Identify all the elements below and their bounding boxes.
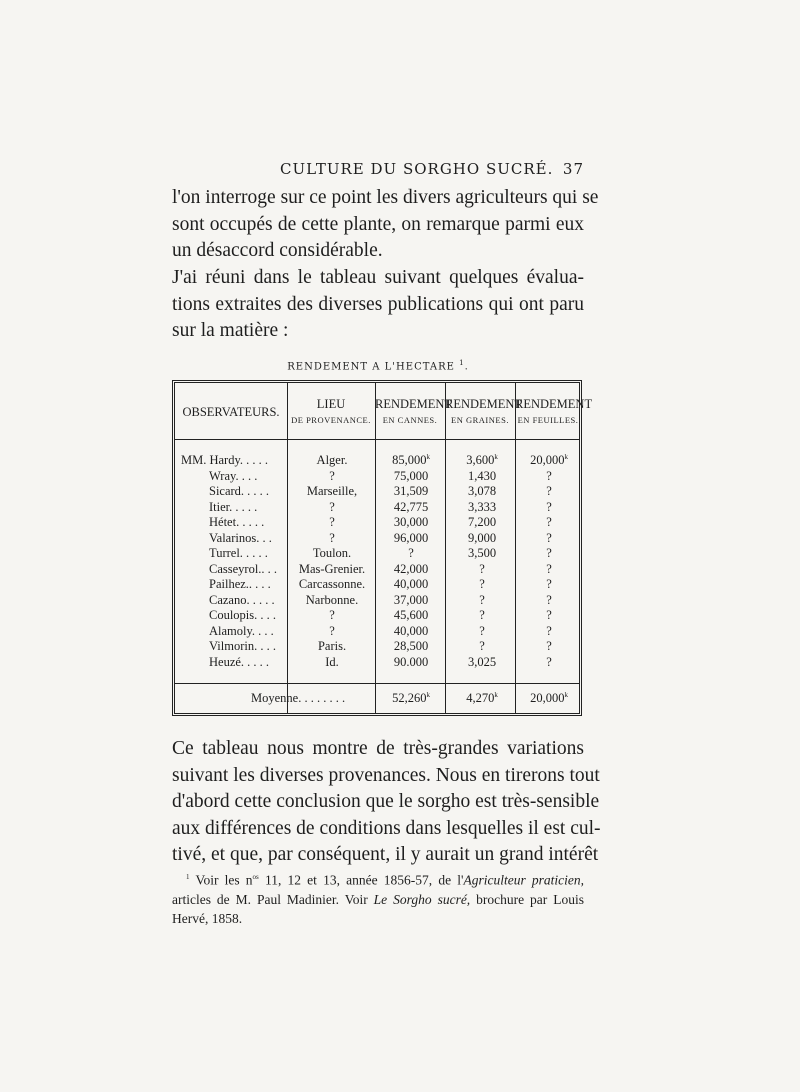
table-row [175, 624, 579, 640]
header-grains [445, 397, 523, 427]
cell-observateur-value: Heuzé. . . . . [209, 654, 270, 669]
cell-cannes-value: 28,500 [393, 639, 429, 654]
cell-observateur-value: MM. Hardy. . . . . [181, 453, 269, 467]
cell-grains [447, 655, 517, 670]
cell-grains [447, 624, 517, 639]
cell-lieu-value: Alger. [316, 453, 348, 467]
cell-grains [447, 484, 517, 499]
cell-lieu-value: Narbonne. [305, 592, 359, 607]
unit-superscript: k [426, 691, 430, 699]
cell-lieu [289, 453, 375, 468]
cell-observateur-value: Sicard. . . . . [209, 484, 270, 498]
cell-observateur [209, 593, 275, 608]
cell-grains [447, 546, 517, 561]
cell-feuilles-value: ? [546, 561, 552, 576]
average-feuilles-value: 20,000 [530, 691, 565, 706]
cell-feuilles-value: ? [546, 592, 552, 607]
text-line: l'on interroge sur ce point les divers agriculteurs qui se [172, 187, 599, 208]
cell-observateur [209, 639, 276, 654]
table-body [175, 453, 579, 670]
table-row [175, 546, 579, 562]
footnote-text: brochure par Louis [470, 891, 584, 907]
cell-observateur [209, 546, 268, 561]
header-grains-bottom: EN GRAINES. [451, 415, 509, 425]
footnote [172, 868, 584, 928]
cell-observateur [209, 531, 272, 546]
cell-cannes [377, 546, 445, 561]
cell-cannes-value: 75,000 [393, 468, 429, 483]
running-head-title: CULTURE DU SORGHO SUCRÉ. [280, 160, 554, 178]
cell-cannes [377, 639, 445, 654]
cell-grains [447, 577, 517, 592]
footnote-line [172, 868, 584, 890]
cell-feuilles-value: ? [546, 654, 552, 669]
cell-cannes-value: 85,000 [392, 453, 427, 468]
header-cannes-top: RENDEMENT [375, 397, 453, 411]
cell-cannes [377, 577, 445, 592]
cell-cannes [377, 453, 445, 468]
cell-observateur [209, 608, 276, 623]
cell-cannes [377, 593, 445, 608]
cell-observateur-value: Coulopis. . . . [209, 608, 277, 622]
unit-superscript: k [494, 453, 498, 461]
table-row [175, 515, 579, 531]
cell-observateur-value: Hétet. . . . . [209, 515, 265, 529]
cell-grains-value: ? [479, 608, 485, 623]
cell-grains-value: 3,333 [467, 499, 497, 514]
cell-observateur-value: Wray. . . . [209, 468, 258, 483]
header-lieu-bottom: DE PROVENANCE. [291, 415, 371, 425]
cell-cannes-value: 31,509 [393, 484, 429, 499]
cell-grains-value: ? [479, 623, 485, 638]
cell-lieu [289, 639, 375, 654]
cell-lieu-value: Carcassonne. [298, 577, 366, 591]
cell-feuilles [519, 608, 579, 623]
cell-observateur [209, 624, 274, 639]
cell-feuilles-value: ? [546, 468, 552, 483]
cell-grains [447, 500, 517, 515]
cell-lieu [289, 531, 375, 546]
table-row [175, 484, 579, 500]
text-line: Ce tableau nous montre de très-grandes variations [172, 738, 584, 759]
cell-observateur [181, 453, 268, 468]
cell-lieu-value: ? [329, 499, 335, 514]
text-line: suivant les diverses provenances. Nous en tirerons tout [172, 764, 600, 786]
cell-observateur [209, 577, 271, 592]
header-feuilles-top: RENDEMENT [515, 397, 593, 411]
cell-grains-value: ? [479, 592, 485, 607]
cell-feuilles-value: ? [546, 623, 552, 638]
cell-lieu-value: Marseille, [306, 484, 358, 498]
cell-feuilles [519, 562, 579, 577]
cell-feuilles-value: ? [546, 484, 552, 499]
cell-lieu [289, 655, 375, 670]
cell-observateur-value: Cazano. . . . . [209, 592, 275, 607]
cell-feuilles [519, 484, 579, 499]
text-line: tivé, et que, par conséquent, il y aurait un grand intérêt [172, 844, 599, 865]
cell-cannes-value: 30,000 [393, 515, 429, 530]
unit-superscript: k [564, 691, 568, 699]
table-row [175, 608, 579, 624]
cell-feuilles [519, 515, 579, 530]
cell-feuilles-value: ? [546, 577, 552, 592]
average-cannes [377, 691, 445, 706]
average-cannes-value: 52,260 [392, 691, 427, 706]
cell-grains-value: 3,025 [467, 654, 497, 669]
cell-lieu-value: Toulon. [312, 546, 352, 560]
table-title-text: RENDEMENT A L'HECTARE [287, 361, 455, 373]
cell-observateur-value: Vilmorin. . . . [209, 639, 276, 653]
cell-feuilles [519, 639, 579, 654]
cell-observateur [209, 655, 269, 670]
cell-observateur-value: Valarinos. . . [209, 530, 272, 545]
cell-feuilles [519, 593, 579, 608]
cell-lieu [289, 608, 375, 623]
cell-feuilles [519, 453, 579, 468]
footnote-text: Voir les n [195, 872, 253, 888]
cell-grains [447, 531, 517, 546]
cell-feuilles [519, 500, 579, 515]
footnote-line [172, 890, 584, 909]
cell-lieu-value: ? [329, 468, 335, 483]
header-divider [175, 439, 579, 440]
cell-cannes [377, 469, 445, 484]
footnote-marker: 1 [186, 873, 190, 881]
cell-feuilles [519, 624, 579, 639]
text-line: aux différences de conditions dans lesquelles il est cul- [172, 817, 601, 839]
cell-cannes-value: ? [408, 546, 414, 561]
cell-lieu [289, 469, 375, 484]
cell-feuilles-value: ? [546, 530, 552, 545]
running-head [172, 160, 584, 180]
cell-observateur [209, 469, 257, 484]
cell-grains-value: 3,600 [466, 453, 495, 468]
cell-feuilles [519, 577, 579, 592]
cell-feuilles-value: ? [546, 608, 552, 623]
cell-cannes [377, 624, 445, 639]
cell-feuilles-value: 20,000 [530, 453, 565, 468]
header-lieu-top: LIEU [316, 397, 346, 411]
average-grains-value: 4,270 [466, 691, 495, 706]
cell-lieu [289, 484, 375, 499]
cell-grains [447, 515, 517, 530]
cell-cannes [377, 562, 445, 577]
header-observateurs: OBSERVATEURS. [182, 405, 280, 419]
table-row [175, 655, 579, 671]
cell-grains [447, 453, 517, 468]
cell-grains [447, 608, 517, 623]
cell-cannes-value: 90.000 [393, 654, 429, 669]
cell-observateur [209, 484, 269, 499]
cell-cannes [377, 655, 445, 670]
cell-lieu-value: Paris. [317, 639, 347, 653]
cell-lieu [289, 515, 375, 530]
text-line: J'ai réuni dans le tableau suivant quelques évalua- [172, 267, 584, 288]
average-feuilles [519, 691, 579, 706]
cell-grains-value: ? [479, 639, 485, 654]
cell-lieu-value: Id. [325, 654, 339, 669]
header-cannes [375, 397, 453, 427]
cell-cannes-value: 96,000 [393, 530, 429, 545]
cell-cannes [377, 484, 445, 499]
cell-grains-value: 1,430 [467, 468, 497, 483]
cell-grains [447, 469, 517, 484]
cell-observateur-value: Itier. . . . . [209, 499, 258, 514]
table-row [175, 500, 579, 516]
paragraph-conclusion [172, 736, 601, 869]
unit-superscript: k [564, 453, 568, 461]
text-line: sur la matière : [172, 320, 289, 341]
table-row [175, 562, 579, 578]
header-cannes-bottom: EN CANNES. [382, 415, 438, 425]
cell-cannes [377, 531, 445, 546]
cell-grains-value: 3,078 [467, 484, 497, 499]
cell-cannes [377, 500, 445, 515]
cell-feuilles-value: ? [546, 546, 552, 561]
cell-observateur-value: Turrel. . . . . [209, 546, 268, 560]
cell-observateur [209, 500, 257, 515]
cell-feuilles-value: ? [546, 639, 552, 654]
footnote-line: Hervé, 1858. [172, 910, 243, 926]
average-divider [175, 683, 579, 684]
table-row [175, 469, 579, 485]
cell-lieu-value: ? [329, 515, 335, 529]
cell-cannes-value: 45,600 [393, 608, 429, 623]
table-row [175, 577, 579, 593]
footnote-italic: Agriculteur praticien, [463, 872, 584, 888]
page-number: 37 [562, 160, 584, 178]
cell-observateur [209, 562, 277, 577]
header-lieu [287, 397, 375, 427]
cell-feuilles-value: ? [546, 515, 552, 530]
cell-lieu-value: Mas-Grenier. [298, 561, 366, 576]
cell-grains-value: ? [479, 577, 485, 592]
average-row [175, 691, 579, 707]
table-title: RENDEMENT A L'HECTARE $^1$. [287, 359, 469, 373]
table-row [175, 453, 579, 469]
cell-grains [447, 562, 517, 577]
footnote-text: os [252, 873, 259, 881]
cell-lieu [289, 500, 375, 515]
cell-grains [447, 593, 517, 608]
cell-feuilles [519, 531, 579, 546]
cell-cannes-value: 37,000 [393, 592, 429, 607]
cell-grains-value: ? [479, 561, 485, 576]
paragraph-intro [172, 185, 599, 265]
table-row [175, 531, 579, 547]
cell-feuilles-value: ? [546, 499, 552, 514]
text-line: sont occupés de cette plante, on remarque parmi eux [172, 213, 584, 235]
cell-cannes [377, 515, 445, 530]
header-feuilles [515, 397, 593, 427]
cell-lieu [289, 577, 375, 592]
cell-observateur-value: Casseyrol.. . . [209, 561, 278, 576]
paragraph-table-intro [172, 265, 584, 345]
cell-observateur [209, 515, 264, 530]
footnote-text: articles de M. Paul Madinier. Voir [172, 891, 374, 907]
text-line: un désaccord considérable. [172, 240, 383, 261]
yield-table [172, 380, 593, 716]
cell-cannes-value: 40,000 [393, 577, 429, 592]
cell-lieu [289, 593, 375, 608]
cell-lieu [289, 562, 375, 577]
unit-superscript: k [494, 691, 498, 699]
cell-grains-value: 7,200 [467, 515, 497, 530]
cell-lieu [289, 624, 375, 639]
cell-lieu-value: ? [329, 530, 335, 545]
cell-lieu-value: ? [329, 608, 335, 622]
cell-lieu [289, 546, 375, 561]
cell-grains-value: 3,500 [467, 546, 497, 561]
average-grains [447, 691, 517, 706]
footnote-italic: Le Sorgho sucré, [373, 891, 471, 907]
cell-observateur-value: Alamoly. . . . [209, 623, 274, 638]
cell-cannes [377, 608, 445, 623]
cell-cannes-value: 42,000 [393, 561, 429, 576]
cell-feuilles [519, 655, 579, 670]
footnote-text: 11, 12 et 13, année 1856-57, de l' [258, 872, 464, 888]
cell-feuilles [519, 546, 579, 561]
cell-grains-value: 9,000 [467, 530, 497, 545]
text-line: d'abord cette conclusion que le sorgho est très-sensible [172, 791, 600, 812]
unit-superscript: k [426, 453, 430, 461]
table-row [175, 639, 579, 655]
cell-cannes-value: 42,775 [393, 499, 429, 514]
table-row [175, 593, 579, 609]
header-grains-top: RENDEMENT [445, 397, 523, 411]
header-feuilles-bottom: EN FEUILLES. [517, 415, 579, 425]
cell-grains [447, 639, 517, 654]
table-title-note: 1 [459, 359, 465, 367]
cell-lieu-value: ? [329, 623, 335, 638]
cell-observateur-value: Pailhez.. . . . [209, 577, 271, 591]
cell-feuilles [519, 469, 579, 484]
average-label: Moyenne. . . . . . . . [251, 691, 346, 705]
cell-cannes-value: 40,000 [393, 623, 429, 638]
text-line: tions extraites des diverses publications qui ont paru [172, 293, 584, 315]
